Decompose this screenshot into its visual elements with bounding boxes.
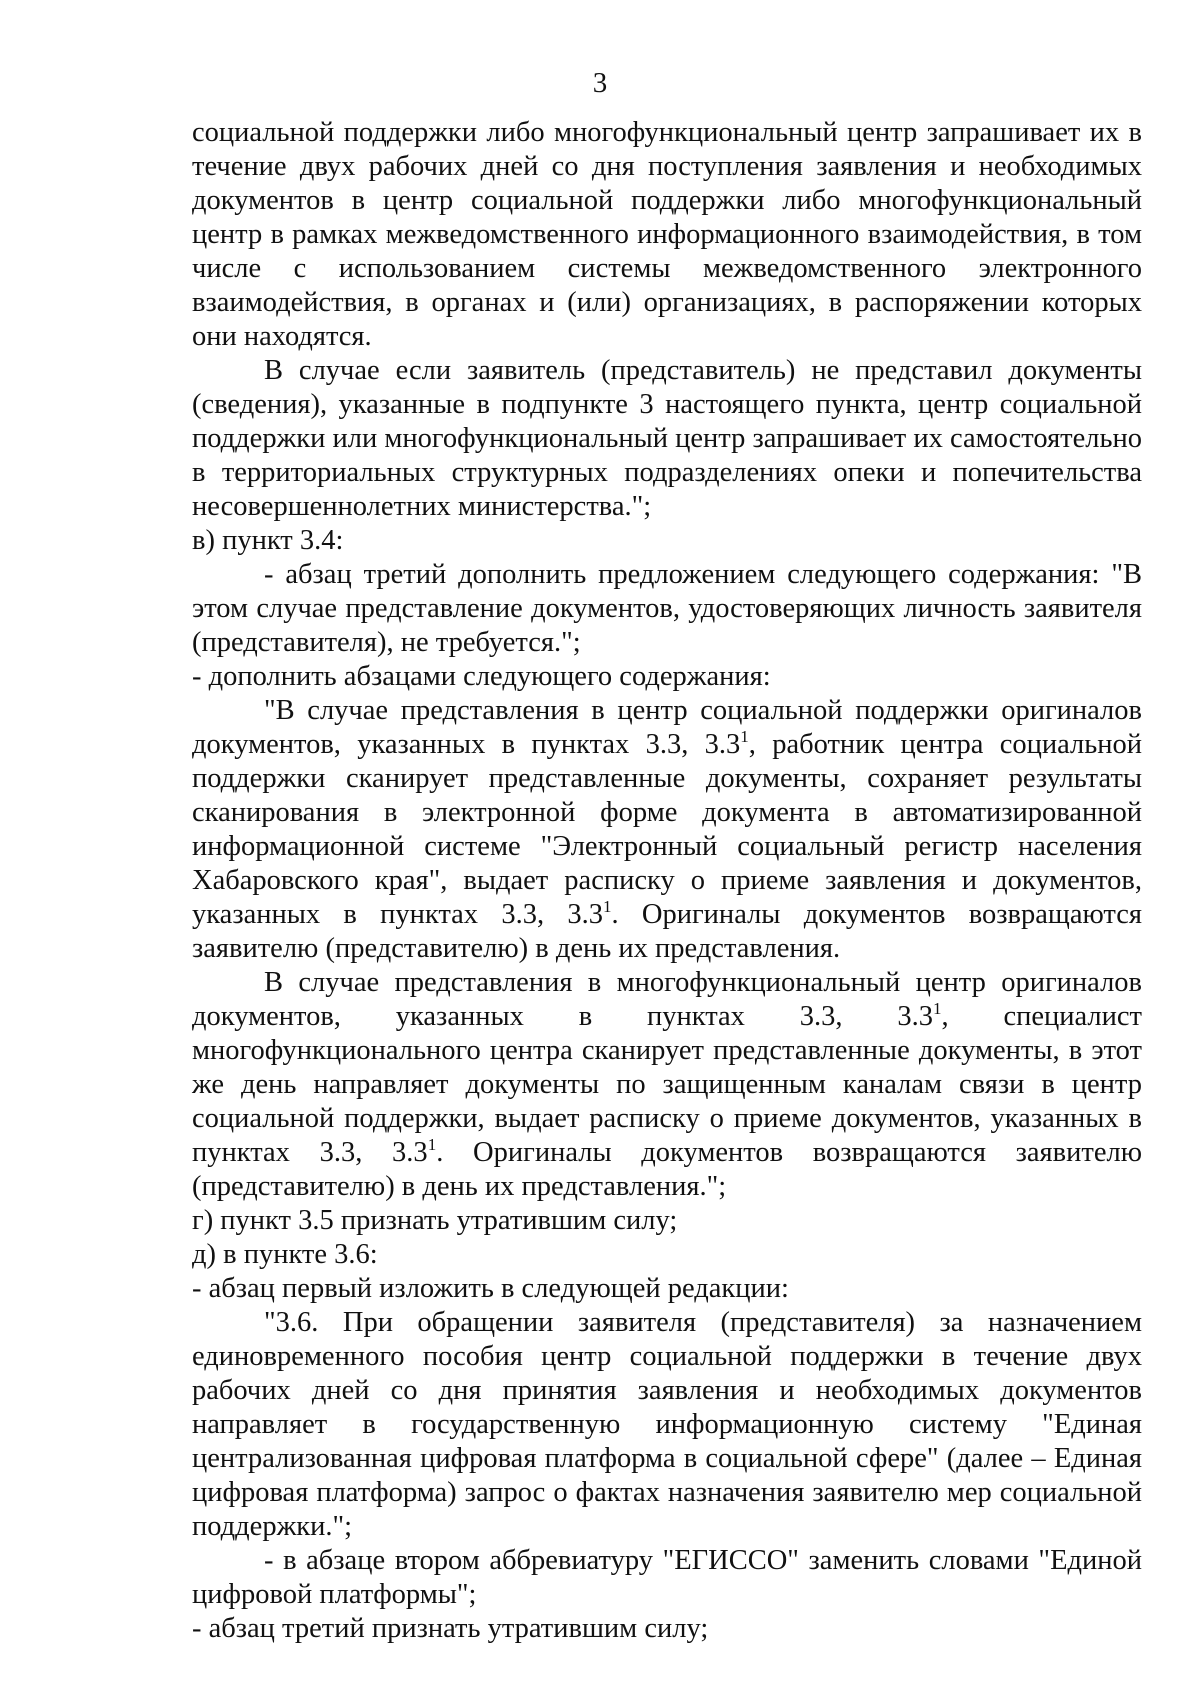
document-body (192, 116, 1142, 1646)
paragraph-item-d: д) в пункте 3.6: (192, 1239, 378, 1270)
text-fragment: В случае представления в многофункциональный центр оригиналов документов, указанных в пунктах 3.3, 3.3 (192, 967, 1142, 1032)
paragraph-first-paragraph-edit: - абзац первый изложить в следующей редакции: (192, 1273, 789, 1304)
text-fragment: . Оригиналы документов возвращаются заявителю (представителю) в день их представления. (192, 899, 1142, 964)
paragraph-3-6-text: "3.6. При обращении заявителя (представителя) за назначением единовременного пособия центр социальной поддержки в течение двух рабочих дней со дня принятия заявления и необходимых документов направляет в государственную информационную систему "Единая централизованная цифровая платформа в социальной сфере" (далее – Единая цифровая платформа) запрос о фактах назначения заявителю мер социальной поддержки."; (192, 1307, 1142, 1542)
paragraph-social-center-originals (192, 694, 1142, 966)
superscript: 1 (602, 896, 612, 916)
page-number: 3 (592, 67, 608, 99)
paragraph-continuation: социальной поддержки либо многофункциональный центр запрашивает их в течение двух рабочих дней со дня поступления заявления и необходимых документов в центр социальной поддержки либо многофункциональный центр в рамках межведомственного информационного взаимодействия, в том числе с использованием системы межведомственного электронного взаимодействия, в органах и (или) организациях, в распоряжении которых они находятся. (192, 117, 1142, 352)
superscript: 1 (740, 726, 749, 746)
paragraph-request-documents: В случае если заявитель (представитель) не представил документы (сведения), указанные в подпункте 3 настоящего пункта, центр социальной поддержки или многофункциональный центр запрашивает их самостоятельно в территориальных структурных подразделениях опеки и попечительства несовершеннолетних министерства."; (192, 355, 1142, 522)
paragraph-item-g: г) пункт 3.5 признать утратившим силу; (192, 1205, 678, 1236)
paragraph-egisso-replace: - в абзаце втором аббревиатуру "ЕГИССО" заменить словами "Единой цифровой платформы"; (192, 1545, 1142, 1610)
text-fragment: , работник центра социальной поддержки сканирует представленные документы, сохраняет результаты сканирования в электронной форме документа в автоматизированной информационной системе "Электронный социальный регистр населения Хабаровского края", выдает расписку о приеме заявления и документов, указанных в пунктах 3.3, 3.3 (192, 729, 1142, 930)
superscript: 1 (932, 998, 942, 1018)
text-fragment: . Оригиналы документов возвращаются заявителю (представителю) в день их представления."; (192, 1137, 1142, 1202)
superscript: 1 (427, 1134, 437, 1154)
paragraph-add-paragraphs: - дополнить абзацами следующего содержания: (192, 661, 771, 692)
text-fragment: "В случае представления в центр социальной поддержки оригиналов документов, указанных в пунктах 3.3, 3.3 (192, 695, 1142, 760)
paragraph-mfc-originals (192, 966, 1142, 1204)
paragraph-third-void: - абзац третий признать утратившим силу; (192, 1613, 709, 1644)
paragraph-amend-third: - абзац третий дополнить предложением следующего содержания: "В этом случае представление документов, удостоверяющих личность заявителя (представителя), не требуется."; (192, 559, 1142, 658)
paragraph-item-v: в) пункт 3.4: (192, 525, 344, 556)
text-fragment: , специалист многофункционального центра сканирует представленные документы, в этот же день направляет документы по защищенным каналам связи в центр социальной поддержки, выдает расписку о приеме документов, указанных в пунктах 3.3, 3.3 (192, 1001, 1142, 1168)
